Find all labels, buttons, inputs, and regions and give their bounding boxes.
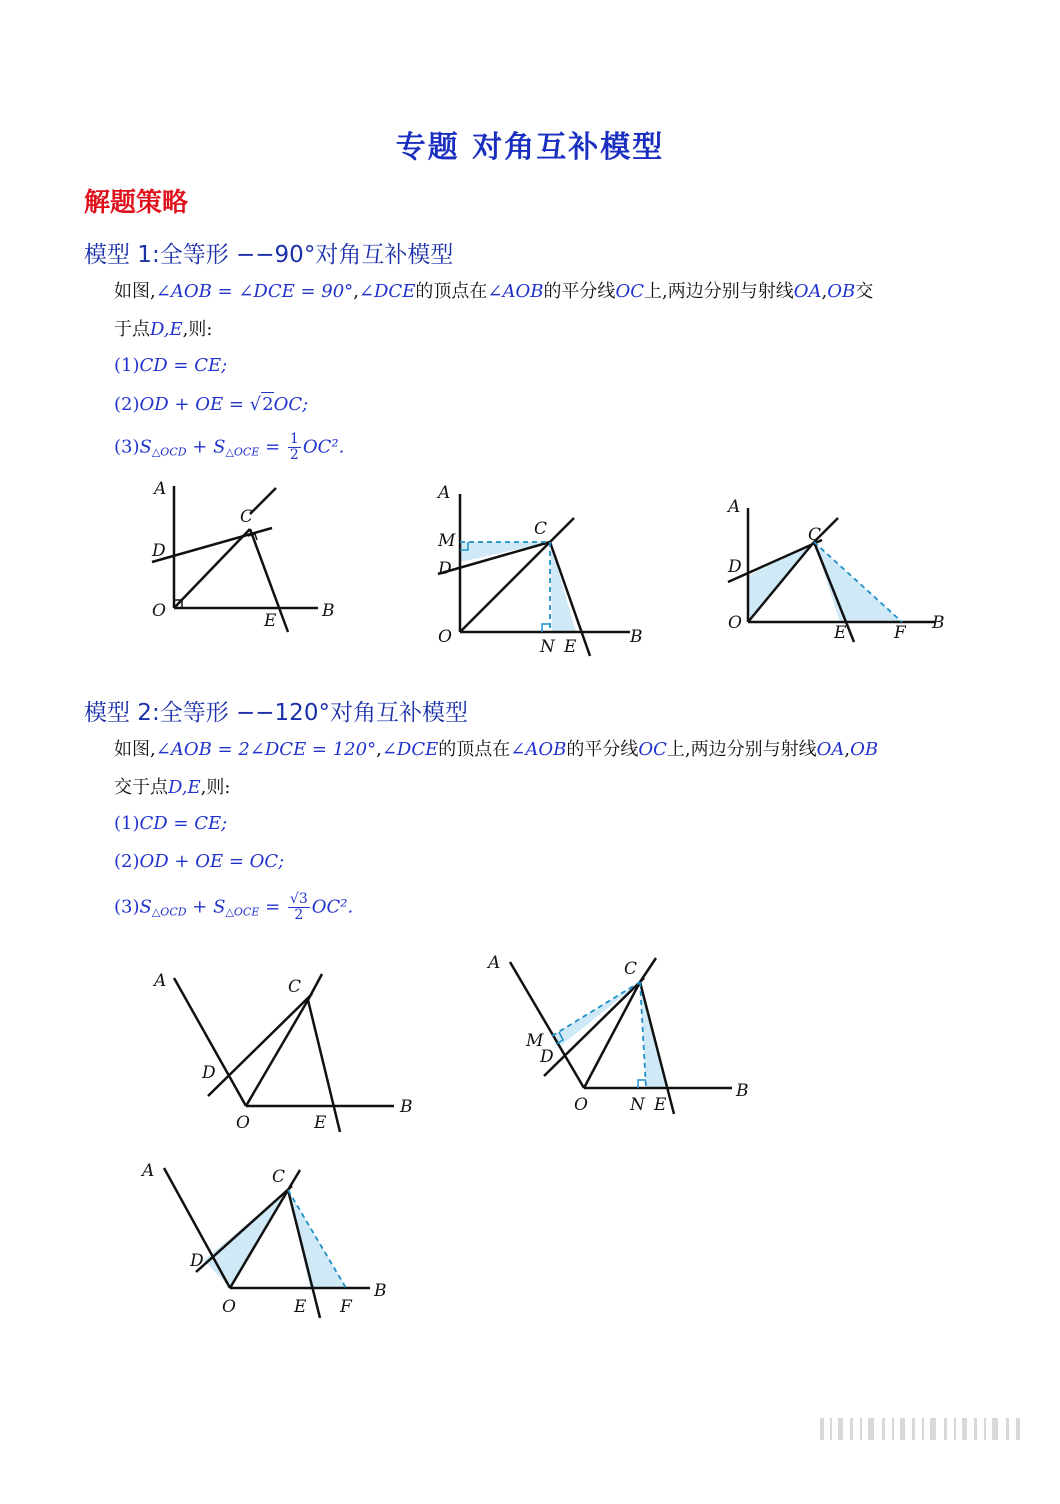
model1-conclusion-3: $(3)S_{\triangle OCD} + S_{\triangle OCE}$ = $\frac{1}{2}$ OC².	[114, 431, 345, 463]
label-e: E	[314, 1113, 327, 1133]
model2-intro-line2: 交于点D,E,则:	[114, 777, 231, 798]
model2-conclusion-2: (2)OD + OE = OC;	[114, 851, 285, 872]
model1-intro-line: 如图,∠AOB = ∠DCE = 90°,∠DCE的顶点在∠AOB的平分线OC上,两边分别与射线OA,OB交	[114, 281, 874, 302]
model2-heading: 模型 2:全等形 −−120°对角互补模型	[84, 700, 468, 726]
model2-conclusion-1: (1)CD = CE;	[114, 813, 228, 834]
label-a: A	[438, 483, 451, 503]
label-b: B	[630, 627, 643, 647]
model1-intro-line2: 于点D,E,则:	[114, 319, 213, 340]
label-o: O	[236, 1113, 250, 1133]
label-o: O	[152, 601, 166, 621]
label-m: M	[526, 1031, 544, 1051]
label-b: B	[400, 1097, 413, 1117]
figure-model2-perpendiculars	[484, 948, 764, 1120]
label-n: N	[630, 1095, 645, 1115]
label-o: O	[574, 1095, 588, 1115]
label-c: C	[534, 519, 548, 539]
label-f: F	[340, 1297, 352, 1317]
label-b: B	[932, 613, 945, 633]
label-b: B	[322, 601, 335, 621]
figure-model1-perpendiculars	[430, 484, 650, 660]
label-n: N	[540, 637, 555, 657]
label-d: D	[438, 559, 452, 579]
label-e: E	[834, 623, 847, 643]
label-f: F	[894, 623, 906, 643]
label-d: D	[202, 1063, 216, 1083]
label-a: A	[154, 479, 167, 499]
label-c: C	[240, 507, 254, 527]
label-m: M	[438, 531, 456, 551]
footer-watermark	[820, 1412, 1040, 1448]
label-c: C	[624, 959, 638, 979]
label-o: O	[222, 1297, 236, 1317]
label-a: A	[154, 971, 167, 991]
page-title: 专题 对角互补模型	[395, 130, 665, 165]
figure-model2-basic	[146, 960, 426, 1140]
label-e: E	[294, 1297, 307, 1317]
figure-model1-basic	[140, 474, 350, 644]
label-d: D	[540, 1047, 554, 1067]
label-a: A	[728, 497, 741, 517]
label-a: A	[488, 953, 501, 973]
label-d: D	[728, 557, 742, 577]
label-b: B	[374, 1281, 387, 1301]
figure-model1-rotation	[722, 496, 952, 656]
label-a: A	[142, 1161, 155, 1181]
model1-heading: 模型 1:全等形 −−90°对角互补模型	[84, 242, 454, 268]
model2-intro-line: 如图,∠AOB = 2∠DCE = 120°,∠DCE的顶点在∠AOB的平分线OC上,两边分别与射线OA,OB	[114, 739, 879, 760]
label-e: E	[264, 611, 277, 631]
model2-conclusion-3: $(3)S_{\triangle OCD} + S_{\triangle OCE}$ = $\frac{√3}{2}$ OC².	[114, 891, 354, 923]
model1-conclusion-2: (2)OD + OE = √2OC;	[114, 394, 309, 415]
label-o: O	[438, 627, 452, 647]
model1-conclusion-1: (1)CD = CE;	[114, 355, 228, 376]
label-d: D	[152, 541, 166, 561]
section-heading-strategy: 解题策略	[84, 188, 189, 218]
label-b: B	[736, 1081, 749, 1101]
label-o: O	[728, 613, 742, 633]
label-c: C	[288, 977, 302, 997]
label-e: E	[654, 1095, 667, 1115]
label-e: E	[564, 637, 577, 657]
label-c: C	[272, 1167, 286, 1187]
label-c: C	[808, 525, 822, 545]
label-d: D	[190, 1251, 204, 1271]
figure-model2-rotation	[138, 1156, 408, 1326]
